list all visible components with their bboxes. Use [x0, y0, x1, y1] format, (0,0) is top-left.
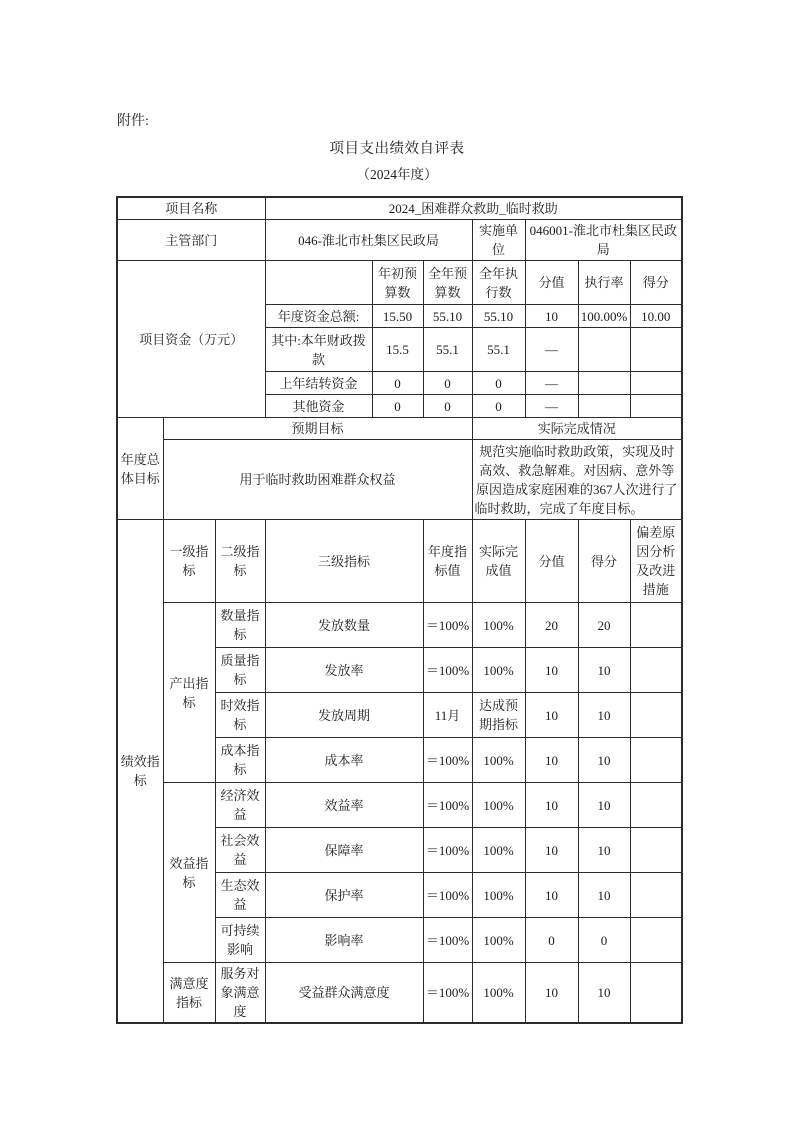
goal-header-row — [117, 418, 682, 440]
funds-cell: 55.1 — [423, 328, 472, 372]
funds-cell — [630, 372, 682, 395]
indicator-level2: 服务对象满意度 — [215, 963, 265, 1024]
indicator-weight: 10 — [525, 873, 578, 918]
indicator-actual: 100% — [472, 738, 525, 783]
funds-row-label: 年度资金总额: — [265, 305, 372, 328]
indicator-score: 10 — [578, 693, 630, 738]
implementing-unit-value: 046001-淮北市杜集区民政局 — [525, 220, 682, 261]
indicator-actual: 100% — [472, 783, 525, 828]
funds-col-weight: 分值 — [525, 261, 578, 305]
funds-cell: — — [525, 372, 578, 395]
indicator-level3: 保障率 — [265, 828, 423, 873]
indicator-target: ＝100% — [423, 963, 472, 1024]
indicator-level2: 经济效益 — [215, 783, 265, 828]
indicator-weight: 20 — [525, 603, 578, 648]
project-name-row — [117, 197, 682, 220]
funds-cell: 0 — [372, 372, 423, 395]
goal-actual-header: 实际完成情况 — [472, 418, 682, 440]
indicator-deviation — [630, 693, 682, 738]
funds-cell: 10.00 — [630, 305, 682, 328]
funds-cell — [578, 372, 630, 395]
goal-content-row — [117, 440, 682, 520]
department-value: 046-淮北市杜集区民政局 — [265, 220, 472, 261]
funds-cell: 0 — [372, 395, 423, 418]
indicators-header-row — [117, 520, 682, 603]
indicator-weight: 10 — [525, 693, 578, 738]
indicator-target: ＝100% — [423, 603, 472, 648]
indicator-score: 10 — [578, 783, 630, 828]
funds-cell: 100.00% — [578, 305, 630, 328]
funds-cell: 0 — [472, 395, 525, 418]
indicator-deviation — [630, 918, 682, 963]
indicator-target: ＝100% — [423, 648, 472, 693]
indicator-level3: 受益群众满意度 — [265, 963, 423, 1024]
funds-row-label: 上年结转资金 — [265, 372, 372, 395]
indicator-actual: 100% — [472, 648, 525, 693]
funds-col-full-year-budget: 全年预算数 — [423, 261, 472, 305]
indicator-level2: 质量指标 — [215, 648, 265, 693]
indicator-weight: 0 — [525, 918, 578, 963]
department-row — [117, 220, 682, 261]
indicator-row — [117, 963, 682, 1024]
indicator-level3: 发放数量 — [265, 603, 423, 648]
implementing-unit-label: 实施单位 — [472, 220, 525, 261]
indicator-level3: 发放率 — [265, 648, 423, 693]
indicators-col-level2: 二级指标 — [215, 520, 265, 603]
funds-row-label: 其中:本年财政拨款 — [265, 328, 372, 372]
indicator-level2: 成本指标 — [215, 738, 265, 783]
indicator-level3: 效益率 — [265, 783, 423, 828]
funds-cell — [630, 395, 682, 418]
funds-cell: 0 — [423, 372, 472, 395]
indicator-level3: 影响率 — [265, 918, 423, 963]
funds-cell — [578, 328, 630, 372]
indicator-weight: 10 — [525, 828, 578, 873]
funds-col-score: 得分 — [630, 261, 682, 305]
indicator-target: ＝100% — [423, 828, 472, 873]
indicator-deviation — [630, 603, 682, 648]
indicator-score: 0 — [578, 918, 630, 963]
indicator-target: ＝100% — [423, 873, 472, 918]
indicator-weight: 10 — [525, 738, 578, 783]
indicator-actual: 100% — [472, 603, 525, 648]
funds-cell: — — [525, 328, 578, 372]
indicator-score: 10 — [578, 963, 630, 1024]
funds-col-exec-rate: 执行率 — [578, 261, 630, 305]
indicator-score: 10 — [578, 873, 630, 918]
doc-subtitle: （2024年度） — [356, 167, 438, 182]
indicators-col-level3: 三级指标 — [265, 520, 423, 603]
indicators-col-score: 得分 — [578, 520, 630, 603]
self-evaluation-table — [116, 196, 683, 1024]
funds-cell: 55.1 — [472, 328, 525, 372]
indicator-score: 10 — [578, 828, 630, 873]
indicator-group-satisfaction: 满意度指标 — [163, 963, 215, 1024]
indicator-deviation — [630, 963, 682, 1024]
funds-cell: 10 — [525, 305, 578, 328]
funds-section-label: 项目资金（万元） — [117, 261, 265, 418]
indicator-actual: 达成预期指标 — [472, 693, 525, 738]
goal-actual-text: 规范实施临时救助政策，实现及时高效、救急解难。对因病、意外等原因造成家庭困难的367人次进行了临时救助，完成了年度目标。 — [472, 440, 682, 520]
indicators-col-weight: 分值 — [525, 520, 578, 603]
funds-cell: 55.10 — [423, 305, 472, 328]
funds-corner-cell — [265, 261, 372, 305]
indicators-section-label: 绩效指标 — [117, 520, 163, 1024]
indicator-weight: 10 — [525, 648, 578, 693]
indicator-deviation — [630, 828, 682, 873]
goal-section-label: 年度总体目标 — [117, 418, 163, 520]
indicator-group-output: 产出指标 — [163, 603, 215, 783]
funds-cell: 15.5 — [372, 328, 423, 372]
indicator-level3: 发放周期 — [265, 693, 423, 738]
indicator-score: 10 — [578, 738, 630, 783]
funds-cell: 15.50 — [372, 305, 423, 328]
funds-header-row — [117, 261, 682, 305]
funds-row-label: 其他资金 — [265, 395, 372, 418]
funds-cell — [578, 395, 630, 418]
indicator-actual: 100% — [472, 963, 525, 1024]
indicator-weight: 10 — [525, 963, 578, 1024]
attachment-note: 附件: — [117, 114, 149, 129]
indicators-col-actual: 实际完成值 — [472, 520, 525, 603]
indicator-actual: 100% — [472, 828, 525, 873]
indicator-level2: 数量指标 — [215, 603, 265, 648]
indicator-target: ＝100% — [423, 918, 472, 963]
indicators-col-target: 年度指标值 — [423, 520, 472, 603]
indicator-group-benefit: 效益指标 — [163, 783, 215, 963]
funds-cell: 0 — [423, 395, 472, 418]
indicator-deviation — [630, 783, 682, 828]
indicator-actual: 100% — [472, 918, 525, 963]
indicator-weight: 10 — [525, 783, 578, 828]
indicator-score: 20 — [578, 603, 630, 648]
indicator-level3: 成本率 — [265, 738, 423, 783]
indicator-target: ＝100% — [423, 783, 472, 828]
project-name-value: 2024_困难群众救助_临时救助 — [265, 197, 682, 220]
indicator-actual: 100% — [472, 873, 525, 918]
indicator-level2: 生态效益 — [215, 873, 265, 918]
funds-cell: 0 — [472, 372, 525, 395]
indicator-deviation — [630, 648, 682, 693]
funds-col-executed: 全年执行数 — [472, 261, 525, 305]
indicator-target: ＝100% — [423, 738, 472, 783]
doc-title: 项目支出绩效自评表 — [329, 141, 465, 157]
funds-cell: 55.10 — [472, 305, 525, 328]
indicator-row — [117, 783, 682, 828]
funds-cell — [630, 328, 682, 372]
indicators-col-deviation: 偏差原因分析及改进措施 — [630, 520, 682, 603]
indicator-target: 11月 — [423, 693, 472, 738]
indicator-level2: 社会效益 — [215, 828, 265, 873]
indicator-level2: 时效指标 — [215, 693, 265, 738]
indicator-deviation — [630, 873, 682, 918]
project-name-label: 项目名称 — [117, 197, 265, 220]
funds-col-initial-budget: 年初预算数 — [372, 261, 423, 305]
department-label: 主管部门 — [117, 220, 265, 261]
indicator-level3: 保护率 — [265, 873, 423, 918]
funds-cell: — — [525, 395, 578, 418]
indicator-level2: 可持续影响 — [215, 918, 265, 963]
goal-expected-text: 用于临时救助困难群众权益 — [163, 440, 472, 520]
indicator-row — [117, 603, 682, 648]
goal-expected-header: 预期目标 — [163, 418, 472, 440]
indicators-col-level1: 一级指标 — [163, 520, 215, 603]
indicator-score: 10 — [578, 648, 630, 693]
indicator-deviation — [630, 738, 682, 783]
